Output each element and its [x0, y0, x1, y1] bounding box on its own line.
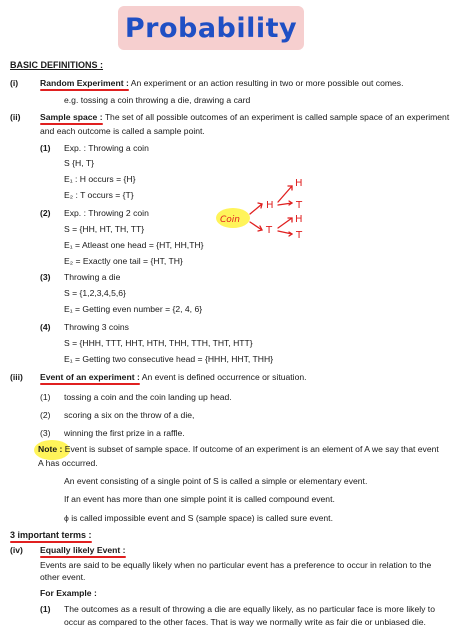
event-definition: An event is defined occurrence or situation. — [141, 372, 307, 382]
three-terms-heading: 3 important terms : — [10, 530, 92, 540]
event-example-1: tossing a coin and the coin landing up head. — [64, 392, 232, 402]
example-4-line-1: Throwing 3 coins — [64, 322, 129, 332]
example-3-number: (3) — [40, 272, 51, 282]
event-term: Event of an experiment : — [40, 372, 140, 382]
item-iv-number: (iv) — [10, 545, 23, 555]
item-iii-line — [40, 372, 307, 383]
sample-space-term: Sample space : — [40, 112, 103, 122]
item-ii-line — [40, 112, 449, 123]
sample-space-definition-2: and each outcome is called a sample point. — [40, 126, 205, 136]
for-example-heading: For Example : — [40, 588, 97, 598]
tree-hh: H — [295, 178, 303, 189]
sample-space-definition-1: The set of all possible outcomes of an experiment is called sample space of an experiment — [104, 112, 450, 122]
event-example-2-number: (2) — [40, 410, 51, 420]
example-2-line-3: E₁ = Atleast one head = {HT, HH,TH} — [64, 240, 204, 250]
impossible-event-text: ϕ is called impossible event and S (sample space) is called sure event. — [64, 513, 333, 523]
simple-event-text: An event consisting of a single point of S is called a simple or elementary event. — [64, 476, 368, 486]
coin-highlight — [216, 208, 250, 228]
example-4-line-2: S = {HHH, TTT, HHT, HTH, THH, TTH, THT, HTT} — [64, 338, 253, 348]
basic-definitions-heading: BASIC DEFINITIONS : — [10, 60, 104, 70]
for-example-1-number: (1) — [40, 604, 51, 614]
example-2-line-1: Exp. : Throwing 2 coin — [64, 208, 149, 218]
example-2-line-2: S = {HH, HT, TH, TT} — [64, 224, 145, 234]
equally-likely-definition-2: other event. — [40, 572, 86, 582]
item-iii-number: (iii) — [10, 372, 23, 382]
example-1-line-3: E₁ : H occurs = {H} — [64, 174, 136, 184]
example-1-line-1: Exp. : Throwing a coin — [64, 143, 149, 153]
example-4-line-3: E₁ = Getting two consecutive head = {HHH, HHT, THH} — [64, 354, 274, 364]
example-4-number: (4) — [40, 322, 51, 332]
event-example-1-number: (1) — [40, 392, 51, 402]
note-label: Note : — [38, 444, 63, 454]
random-experiment-term: Random Experiment : — [40, 78, 129, 88]
note-line-1 — [38, 444, 439, 455]
for-example-1-line-2: occur as compared to the other faces. That is way we normally write as fair die or unbiased die. — [64, 617, 426, 627]
tree-th: H — [295, 214, 303, 225]
coin-label: Coin — [220, 215, 240, 225]
equally-likely-definition-1: Events are said to be equally likely when no particular event has a preference to occur in relation to the — [40, 560, 432, 570]
tree-ht: T — [296, 200, 303, 211]
compound-event-text: If an event has more than one simple point it is called compound event. — [64, 494, 335, 504]
example-2-number: (2) — [40, 208, 51, 218]
event-example-3-number: (3) — [40, 428, 51, 438]
title-banner — [118, 6, 304, 50]
page-title: Probability — [124, 13, 298, 44]
example-1-number: (1) — [40, 143, 51, 153]
random-experiment-example: e.g. tossing a coin throwing a die, drawing a card — [64, 95, 251, 105]
for-example-1-line-1: The outcomes as a result of throwing a die are equally likely, as no particular face is more likely to — [64, 604, 435, 614]
example-1-line-2: S {H, T} — [64, 158, 94, 168]
note-text-2: A has occurred. — [38, 458, 98, 468]
item-ii-number: (ii) — [10, 112, 21, 122]
example-1-line-4: E₂ : T occurs = {T} — [64, 190, 134, 200]
event-example-2: scoring a six on the throw of a die, — [64, 410, 195, 420]
item-i-line — [40, 78, 404, 89]
note-text-1: Event is subset of sample space. If outcome of an experiment is an element of A we say that event — [64, 444, 439, 454]
event-example-3: winning the first prize in a raffle. — [64, 428, 185, 438]
example-3-line-2: S = {1,2,3,4,5,6} — [64, 288, 126, 298]
example-3-line-3: E₁ = Getting even number = {2, 4, 6} — [64, 304, 203, 314]
tree-tt: T — [296, 230, 303, 241]
item-iv-line — [40, 545, 126, 556]
tree-t-1: T — [266, 225, 273, 236]
equally-likely-term: Equally likely Event : — [40, 545, 126, 555]
item-i-number: (i) — [10, 78, 19, 88]
example-2-line-4: E₂ = Exactly one tail = {HT, TH} — [64, 256, 183, 266]
random-experiment-definition: An experiment or an action resulting in two or more possible out comes. — [130, 78, 404, 88]
tree-h-1: H — [266, 200, 274, 211]
example-3-line-1: Throwing a die — [64, 272, 121, 282]
